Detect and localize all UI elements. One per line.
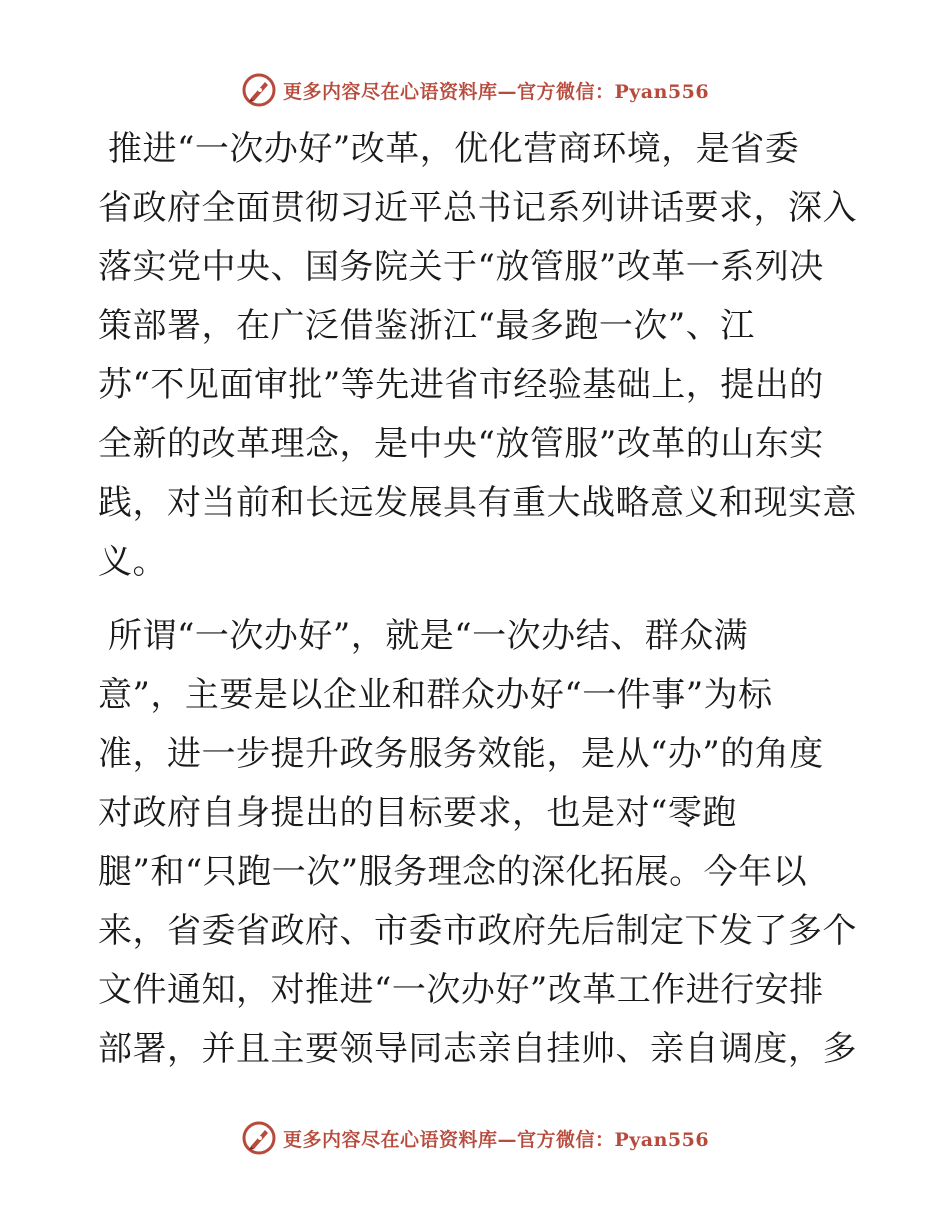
text-line: 来，省委省政府、市委市政府先后制定下发了多个	[98, 911, 857, 951]
pen-logo-icon	[241, 1120, 277, 1156]
text-line: 意”，主要是以企业和群众办好“一件事”为标	[98, 675, 773, 715]
footer-banner-text: 更多内容尽在心语资料库—官方微信：Pyan556	[282, 1128, 710, 1151]
text-line: 践，对当前和长远发展具有重大战略意义和现实意	[98, 483, 857, 523]
text-line: 全新的改革理念，是中央“放管服”改革的山东实	[98, 424, 824, 464]
text-line: 策部署，在广泛借鉴浙江“最多跑一次”、江	[98, 306, 755, 346]
text-line: 部署，并且主要领导同志亲自挂帅、亲自调度，多	[98, 1029, 857, 1069]
paragraph-1	[98, 120, 858, 592]
text-line: 所谓“一次办好”，就是“一次办结、群众满	[108, 616, 749, 656]
text-line: 对政府自身提出的目标要求，也是对“零跑	[98, 793, 737, 833]
text-line: 落实党中央、国务院关于“放管服”改革一系列决	[98, 247, 824, 287]
document-body	[98, 120, 858, 1094]
text-line: 苏“不见面审批”等先进省市经验基础上，提出的	[98, 365, 824, 405]
pen-logo-icon	[241, 72, 277, 108]
header-banner-text: 更多内容尽在心语资料库—官方微信：Pyan556	[282, 80, 710, 103]
footer-banner	[0, 1118, 950, 1158]
text-line: 省政府全面贯彻习近平总书记系列讲话要求，深入	[98, 188, 857, 228]
text-line: 腿”和“只跑一次”服务理念的深化拓展。今年以	[98, 852, 808, 892]
header-banner	[0, 70, 950, 110]
text-line: 文件通知，对推进“一次办好”改革工作进行安排	[98, 970, 824, 1010]
paragraph-2	[98, 607, 858, 1079]
text-line: 义。	[98, 542, 167, 582]
text-line: 准，进一步提升政务服务效能，是从“办”的角度	[98, 734, 824, 774]
text-line: 推进“一次办好”改革，优化营商环境，是省委	[108, 129, 800, 169]
